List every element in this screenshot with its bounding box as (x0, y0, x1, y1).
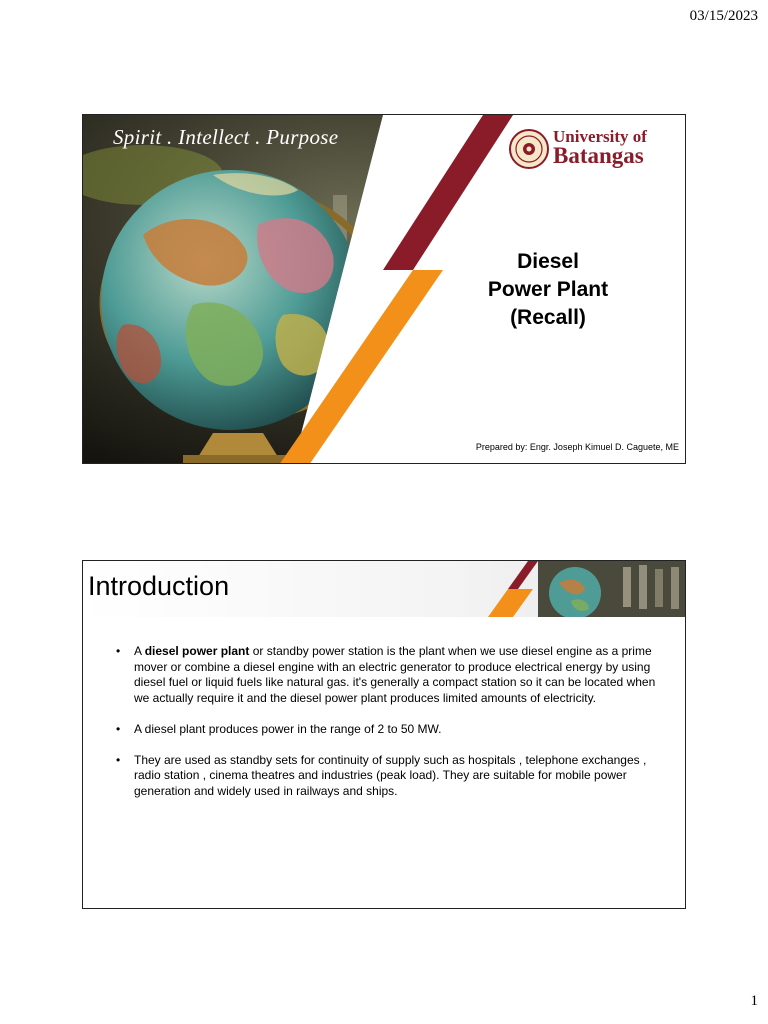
bullet-text: A diesel plant produces power in the range of 2 to 50 MW. (134, 721, 442, 736)
university-seal-icon (509, 129, 549, 169)
bullet-marker: • (116, 721, 121, 736)
list-item (116, 753, 656, 800)
page-date: 03/15/2023 (689, 8, 758, 24)
title-slide (82, 114, 686, 464)
bullet-marker: • (116, 752, 121, 767)
slide-title: Introduction (88, 571, 230, 601)
introduction-slide (82, 560, 686, 909)
logo-text-line1: University of (553, 127, 647, 146)
tagline: Spirit . Intellect . Purpose (113, 125, 339, 149)
bullet-lead: A (134, 644, 145, 658)
list-item (116, 722, 656, 738)
prepared-by: Prepared by: Engr. Joseph Kimuel D. Caguete, ME (475, 442, 679, 452)
university-logo (509, 126, 679, 168)
bullet-text: or standby power station is the plant when we use diesel engine as a prime mover or combine a diesel engine with an electric generator to produce electrical energy by using diesel fuel or liquid fuels like natural gas. it's generally a compact station so it can be located when we actually require it and the diesel power plant produces limited amounts of electricity. (134, 644, 656, 706)
list-item (116, 644, 656, 707)
bullet-marker: • (116, 644, 121, 658)
title-line-3: (Recall) (510, 306, 586, 329)
title-line-2: Power Plant (487, 278, 609, 301)
slide-title (473, 248, 623, 332)
bullet-list (116, 644, 656, 815)
title-line-1: Diesel (517, 250, 579, 273)
logo-text-line2: Batangas (553, 143, 644, 168)
page-number: 1 (750, 993, 758, 1009)
bullet-text: They are used as standby sets for continuity of supply such as hospitals , telephone exchanges , radio station , cinema theatres and industries (peak load). They are suitable for mobile power generation and widely used in railways and ships. (134, 752, 647, 798)
bullet-bold-term: diesel power plant (144, 644, 250, 658)
